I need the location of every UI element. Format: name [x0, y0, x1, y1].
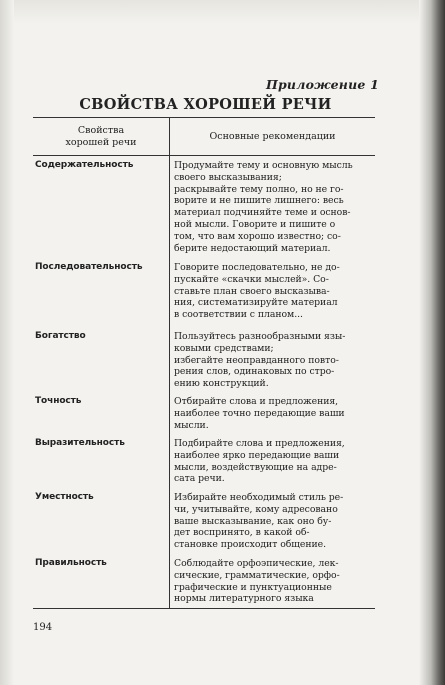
scan-shadow-left: [0, 0, 14, 685]
book-spine-shadow: [419, 0, 445, 685]
page-title: СВОЙСТВА ХОРОШЕЙ РЕЧИ: [79, 96, 332, 113]
row-text-expressiveness: Подбирайте слова и предложения, наиболее ярко передающие ваши мысли, воздействующие на адре- сата речи.: [174, 438, 345, 485]
appendix-label: Приложение 1: [265, 77, 379, 92]
row-term-expressiveness: Выразительность: [35, 438, 125, 448]
row-term-accuracy: Точность: [35, 396, 82, 406]
row-text-appropriateness: Избирайте необходимый стиль ре- чи, учитывайте, кому адресовано ваше высказывание, как оно бу- дет воспринято, в какой об- становке происходит общение.: [174, 492, 344, 551]
page-number: 194: [33, 622, 53, 633]
header-property-label: Свойства хорошей речи: [65, 124, 137, 148]
header-recommendation-label: Основные рекомендации: [209, 130, 336, 142]
header-recommendation: [170, 118, 375, 155]
row-term-richness: Богатство: [35, 331, 86, 341]
row-text-sequence: Говорите последовательно, не до- пускайте «скачки мыслей». Со- ставьте план своего высказыва- ния, систематизируйте материал в соответствии с планом...: [174, 262, 340, 321]
row-text-content: Продумайте тему и основную мысль своего высказывания; раскрывайте тему полно, но не го- ворите и не пишите лишнего: весь материал подчиняйте теме и основ- ной мысли. Говорите и пишите о том, что вам хорошо известно; со- берите недостающий материал.: [174, 160, 353, 254]
column-divider: [169, 118, 170, 608]
row-term-sequence: Последовательность: [35, 262, 143, 272]
row-text-correctness: Соблюдайте орфоэпические, лек- сические, грамматические, орфо- графические и пунктуационные нормы литературного языка: [174, 558, 340, 605]
row-term-appropriateness: Уместность: [35, 492, 94, 502]
row-term-content: Содержательность: [35, 160, 134, 170]
header-property: [33, 118, 169, 155]
properties-table: [33, 117, 375, 609]
table-header: [33, 118, 375, 156]
row-text-richness: Пользуйтесь разнообразными язы- ковыми средствами; избегайте неоправданного повто- рения слов, одинаковых по стро- ению конструкций.: [174, 331, 346, 390]
scan-shadow-top: [0, 0, 445, 24]
row-term-correctness: Правильность: [35, 558, 107, 568]
row-text-accuracy: Отбирайте слова и предложения, наиболее точно передающие ваши мысли.: [174, 396, 345, 431]
